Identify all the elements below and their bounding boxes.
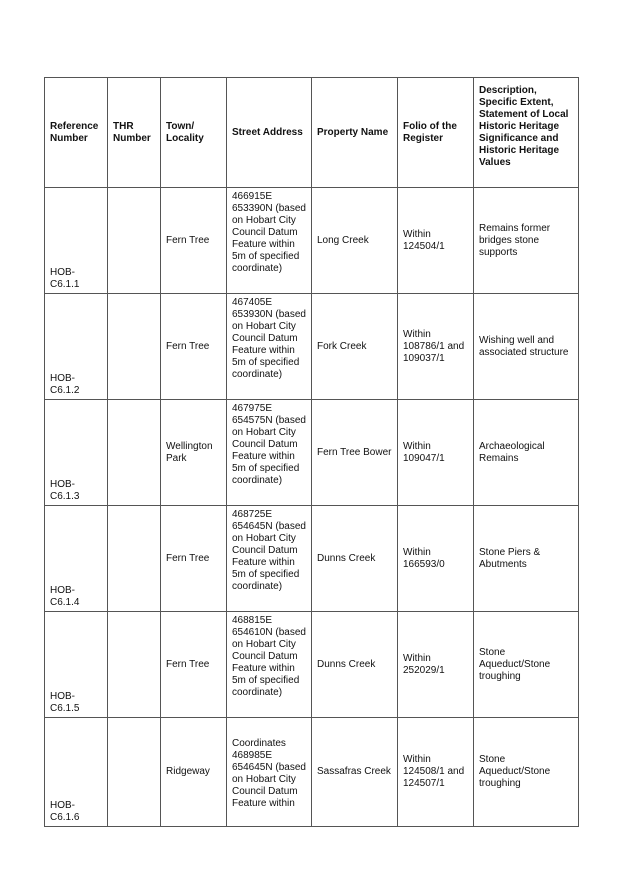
property-name: Dunns Creek: [312, 612, 398, 718]
reference-number: HOB-C6.1.5: [45, 612, 108, 718]
town-locality: Fern Tree: [161, 294, 227, 400]
header-thr-number: THR Number: [108, 78, 161, 188]
reference-number: HOB-C6.1.2: [45, 294, 108, 400]
street-address: 466915E 653390N (based on Hobart City Council Datum Feature within 5m of specified coordinate): [227, 188, 312, 294]
thr-number: [108, 294, 161, 400]
property-name: Dunns Creek: [312, 506, 398, 612]
description: Remains former bridges stone supports: [474, 188, 579, 294]
description: Stone Piers & Abutments: [474, 506, 579, 612]
table-row: [45, 188, 579, 294]
header-folio: Folio of the Register: [398, 78, 474, 188]
reference-number: HOB-C6.1.4: [45, 506, 108, 612]
description: Stone Aqueduct/Stone troughing: [474, 718, 579, 827]
table-row: [45, 506, 579, 612]
table-row: [45, 612, 579, 718]
thr-number: [108, 612, 161, 718]
description: Stone Aqueduct/Stone troughing: [474, 612, 579, 718]
property-name: Fern Tree Bower: [312, 400, 398, 506]
table-row: [45, 294, 579, 400]
property-name: Sassafras Creek: [312, 718, 398, 827]
header-reference-number: Reference Number: [45, 78, 108, 188]
property-name: Fork Creek: [312, 294, 398, 400]
street-address: Coordinates 468985E 654645N (based on Hobart City Council Datum Feature within: [227, 718, 312, 827]
thr-number: [108, 718, 161, 827]
folio: Within 166593/0: [398, 506, 474, 612]
street-address: 467975E 654575N (based on Hobart City Council Datum Feature within 5m of specified coordinate): [227, 400, 312, 506]
town-locality: Wellington Park: [161, 400, 227, 506]
thr-number: [108, 506, 161, 612]
property-name: Long Creek: [312, 188, 398, 294]
town-locality: Fern Tree: [161, 612, 227, 718]
table-row: [45, 400, 579, 506]
folio: Within 108786/1 and 109037/1: [398, 294, 474, 400]
street-address: 467405E 653930N (based on Hobart City Council Datum Feature within 5m of specified coordinate): [227, 294, 312, 400]
thr-number: [108, 400, 161, 506]
reference-number: HOB-C6.1.1: [45, 188, 108, 294]
reference-number: HOB-C6.1.3: [45, 400, 108, 506]
folio: Within 109047/1: [398, 400, 474, 506]
thr-number: [108, 188, 161, 294]
description: Wishing well and associated structure: [474, 294, 579, 400]
street-address: 468815E 654610N (based on Hobart City Council Datum Feature within 5m of specified coordinate): [227, 612, 312, 718]
town-locality: Fern Tree: [161, 188, 227, 294]
header-description: Description, Specific Extent, Statement of Local Historic Heritage Significance and Historic Heritage Values: [474, 78, 579, 188]
town-locality: Ridgeway: [161, 718, 227, 827]
header-property-name: Property Name: [312, 78, 398, 188]
table-row: [45, 718, 579, 827]
folio: Within 124504/1: [398, 188, 474, 294]
reference-number: HOB-C6.1.6: [45, 718, 108, 827]
folio: Within 124508/1 and 124507/1: [398, 718, 474, 827]
header-town-locality: Town/ Locality: [161, 78, 227, 188]
table-header-row: [45, 78, 579, 188]
description: Archaeological Remains: [474, 400, 579, 506]
heritage-table: [44, 77, 579, 827]
folio: Within 252029/1: [398, 612, 474, 718]
town-locality: Fern Tree: [161, 506, 227, 612]
header-street-address: Street Address: [227, 78, 312, 188]
street-address: 468725E 654645N (based on Hobart City Council Datum Feature within 5m of specified coordinate): [227, 506, 312, 612]
